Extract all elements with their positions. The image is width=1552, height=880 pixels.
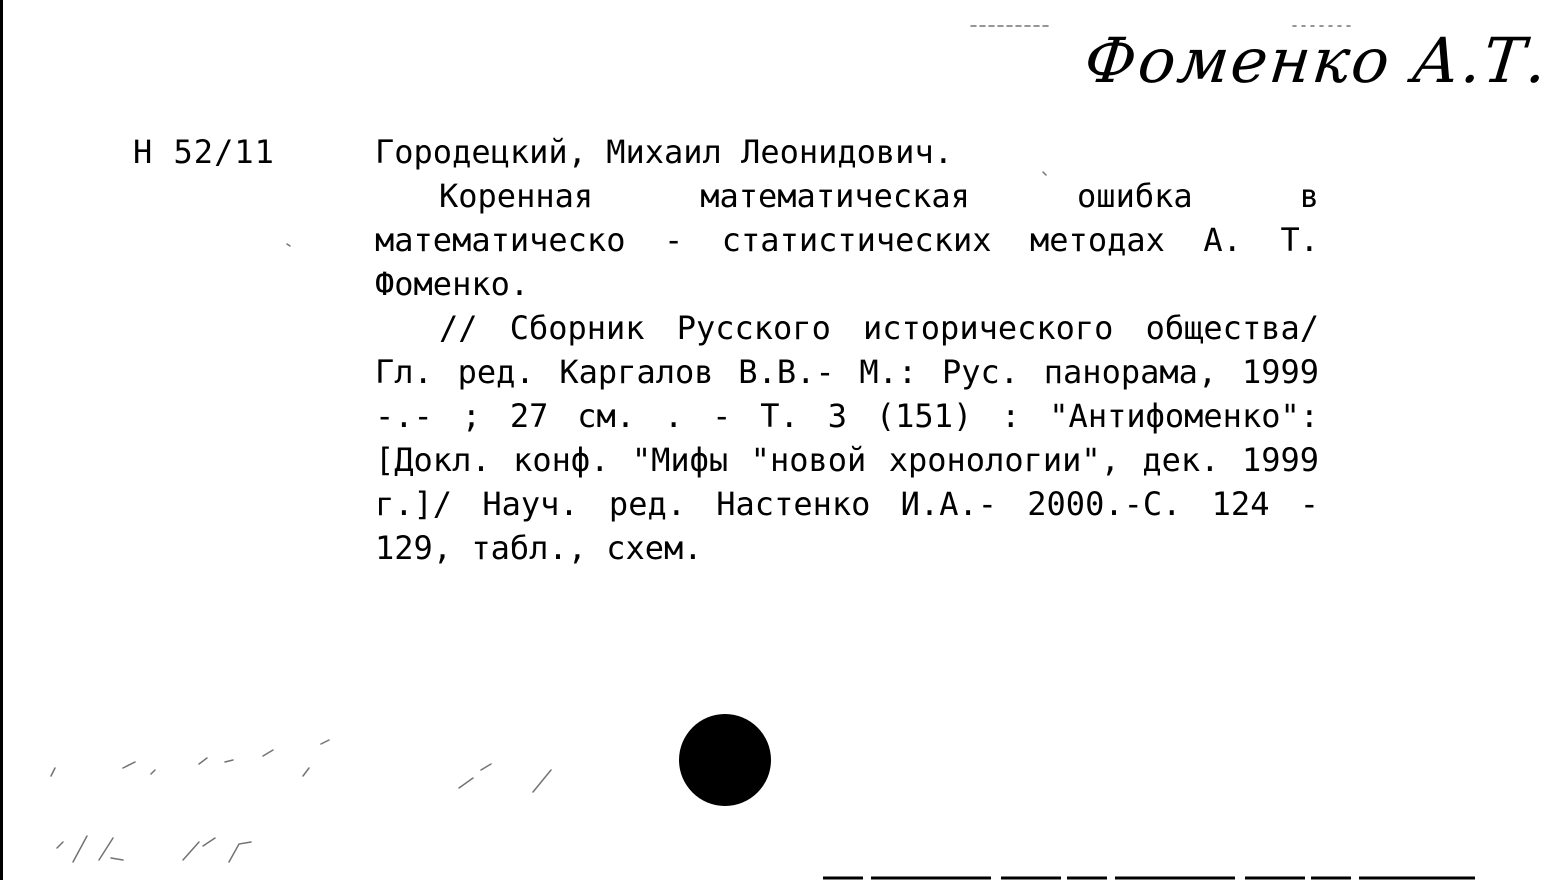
scan-marks [3,0,1475,880]
source-paragraph: // Сборник Русского исторического общества/ Гл. ред. Каргалов В.В.- М.: Рус. панорама, 1999 -.- ; 27 см. . - Т. 3 (151) : "Антифоменко": [Докл. конф. "Мифы "новой хронологии", дек. 1999 г.]/ Науч. ред. Настенко И.А.- 2000.-С. 124 - 129, табл., схем. [375,309,1319,567]
title-paragraph: Коренная математическая ошибка в математическо - статистических методах А. Т. Фоменко. [375,177,1319,303]
shelfmark: Н 52/11 [133,133,275,171]
handwritten-annotation: Фоменко А.Т. [1081,24,1552,97]
author-heading: Городецкий, Михаил Леонидович. [375,133,953,171]
